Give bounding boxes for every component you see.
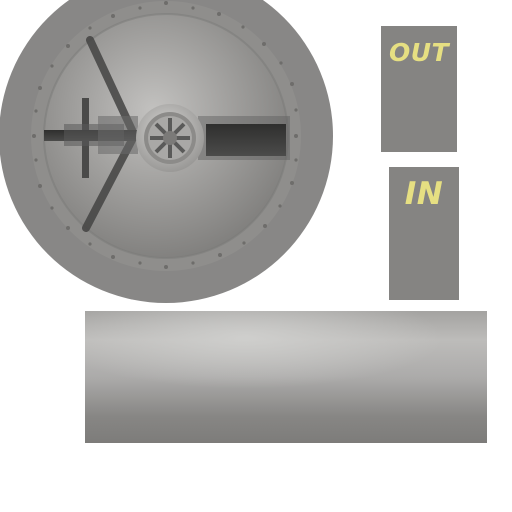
out-label: OUT: [388, 38, 450, 67]
out-panel: [381, 26, 457, 152]
in-label: IN: [404, 176, 444, 212]
metal-plate: [85, 311, 487, 443]
hatch-wheel-hub: [136, 104, 204, 172]
hatch-door: [0, 0, 334, 306]
in-panel: [389, 167, 459, 300]
